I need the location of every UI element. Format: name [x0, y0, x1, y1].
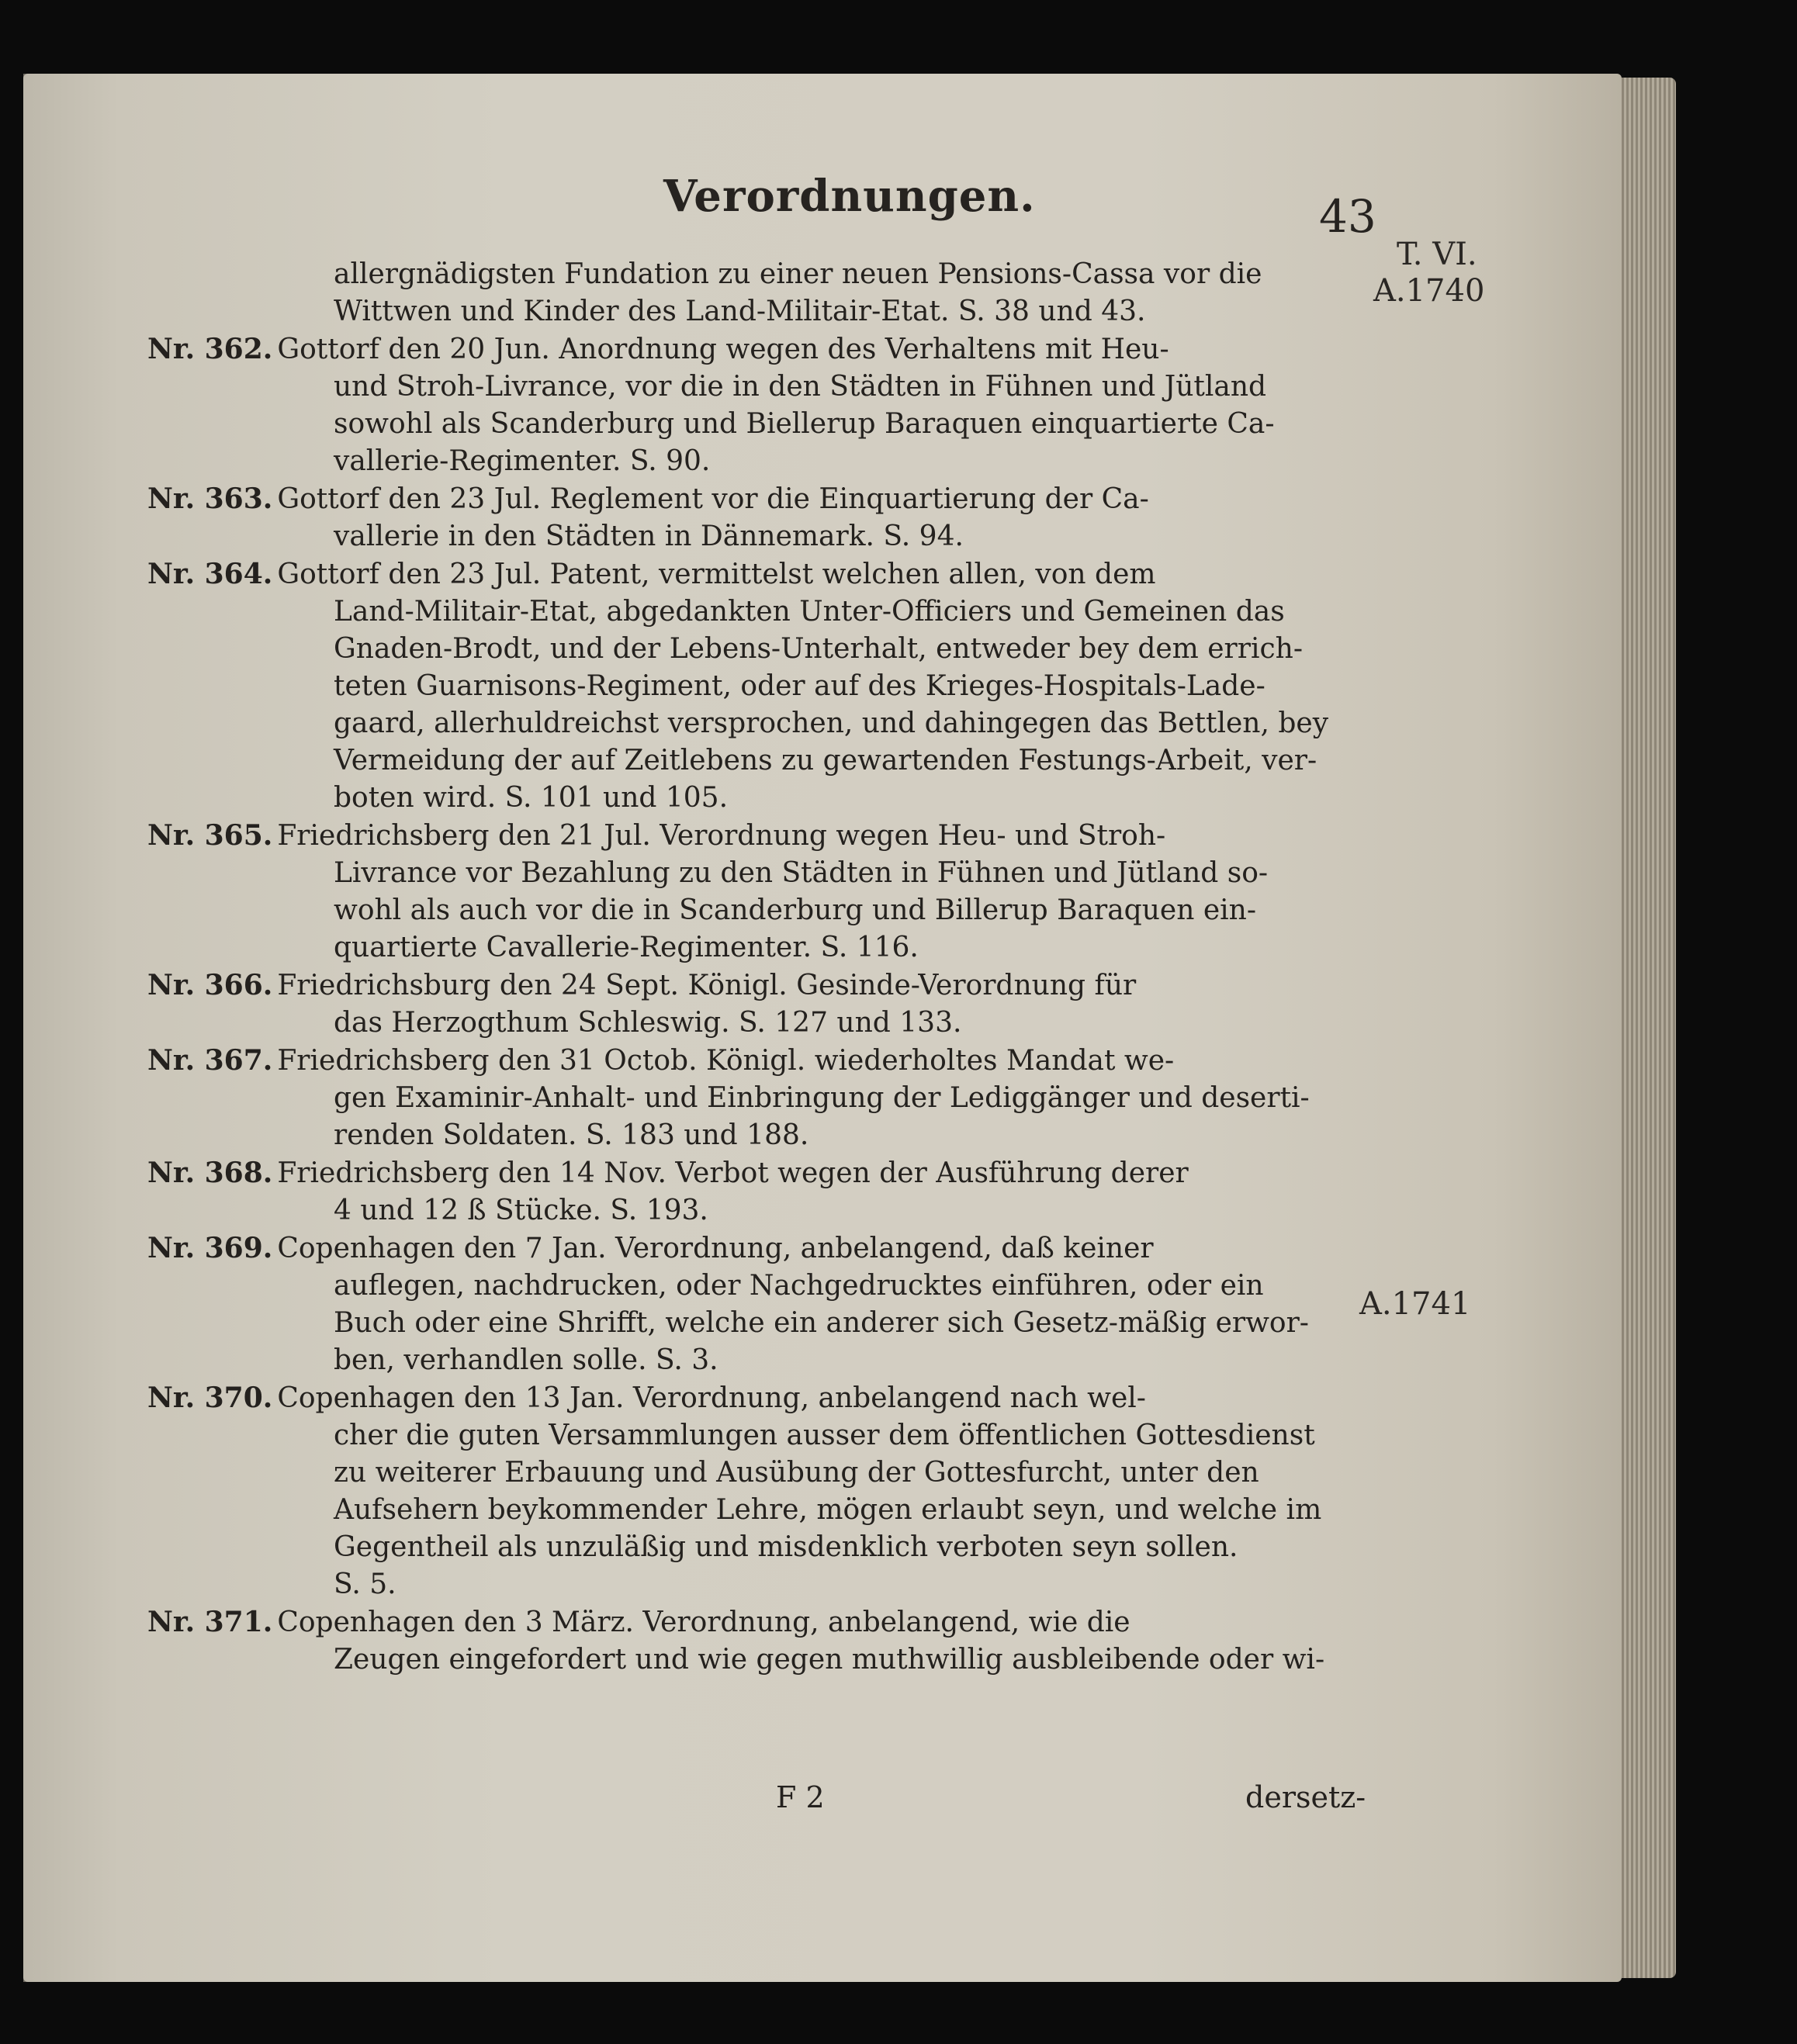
running-header: Verordnungen.: [663, 171, 1036, 222]
entry-line: [241, 1005, 1366, 1042]
entry-line: [241, 1529, 1366, 1566]
entry-first-line: [147, 1154, 1366, 1192]
entry-line: [241, 368, 1366, 406]
entry-line: [241, 443, 1366, 480]
entry-text: quartierte Cavallerie-Regimenter. S. 116.: [334, 932, 919, 963]
entry-text: teten Guarnisons-Regiment, oder auf des Krieges-Hospitals-Lade-: [334, 670, 1266, 702]
entry-line: [241, 1192, 1366, 1230]
entry-text: Gottorf den 20 Jun. Anordnung wegen des Verhaltens mit Heu-: [277, 334, 1169, 365]
entry-first-line: [147, 480, 1366, 518]
entry-line: [241, 631, 1366, 668]
entry-line: [241, 705, 1366, 742]
entry-line: [241, 1342, 1366, 1379]
entry-line: [241, 256, 1366, 293]
entry-text: cher die guten Versammlungen ausser dem öffentlichen Gottesdienst: [334, 1420, 1315, 1451]
entry-text: wohl als auch vor die in Scanderburg und Billerup Baraquen ein-: [334, 894, 1257, 926]
entry-first-line: [147, 1042, 1366, 1080]
entry-text: 4 und 12 ß Stücke. S. 193.: [334, 1195, 708, 1226]
entry-number: Nr. 364.: [147, 558, 273, 590]
entry-number: Nr. 367.: [147, 1044, 273, 1077]
entry-first-line: [147, 1230, 1366, 1268]
entry-text: Copenhagen den 13 Jan. Verordnung, anbelangend nach wel-: [277, 1382, 1146, 1414]
entry-text: Zeugen eingefordert und wie gegen muthwillig ausbleibende oder wi-: [334, 1644, 1325, 1676]
entry-text: Land-Militair-Etat, abgedankten Unter-Officiers und Gemeinen das: [334, 596, 1285, 628]
entry-text: boten wird. S. 101 und 105.: [334, 782, 729, 814]
entry-line: [241, 1454, 1366, 1492]
entry-line: [241, 1080, 1366, 1117]
entry-line: [241, 518, 1366, 555]
entry-number: Nr. 362.: [147, 333, 273, 365]
entry-first-line: [147, 817, 1366, 855]
entry-line: [241, 593, 1366, 631]
margin-note-tvi: T. VI.: [1397, 237, 1477, 272]
entry-text: vallerie-Regimenter. S. 90.: [334, 445, 711, 477]
entry-text: Friedrichsberg den 14 Nov. Verbot wegen der Ausführung derer: [277, 1157, 1189, 1189]
entry-line: [241, 1117, 1366, 1154]
entry-text: sowohl als Scanderburg und Biellerup Baraquen einquartierte Ca-: [334, 408, 1275, 440]
entry-first-line: [147, 1379, 1366, 1417]
entry-text: das Herzogthum Schleswig. S. 127 und 133.: [334, 1007, 962, 1039]
entry-line: [241, 892, 1366, 929]
entry-text: Vermeidung der auf Zeitlebens zu gewartenden Festungs-Arbeit, ver-: [334, 745, 1317, 776]
signature-mark: F 2: [776, 1780, 825, 1814]
entry-number: Nr. 365.: [147, 819, 273, 852]
entry-line: [241, 1641, 1366, 1679]
entry-first-line: [147, 967, 1366, 1005]
entry-line: [241, 929, 1366, 967]
entry-text: Gegentheil als unzuläßig und misdenklich verboten seyn sollen.: [334, 1531, 1238, 1563]
body-text: [147, 256, 1366, 1679]
page-stack-edge: [1622, 78, 1676, 1978]
entry-text: und Stroh-Livrance, vor die in den Städten in Fühnen und Jütland: [334, 371, 1267, 403]
entry-first-line: [147, 1603, 1366, 1641]
entry-text: Friedrichsberg den 21 Jul. Verordnung wegen Heu- und Stroh-: [277, 820, 1166, 852]
entry-number: Nr. 369.: [147, 1232, 273, 1264]
entry-text: gaard, allerhuldreichst versprochen, und dahingegen das Bettlen, bey: [334, 707, 1329, 739]
entry-text: Friedrichsburg den 24 Sept. Königl. Gesinde-Verordnung für: [277, 970, 1137, 1001]
entry-line: [241, 1566, 1366, 1603]
entry-text: Wittwen und Kinder des Land-Militair-Etat. S. 38 und 43.: [334, 296, 1146, 327]
entry-text: ben, verhandlen solle. S. 3.: [334, 1344, 718, 1376]
entry-number: Nr. 368.: [147, 1157, 273, 1189]
entry-line: [241, 742, 1366, 780]
entry-line: [241, 406, 1366, 443]
entry-text: Buch oder eine Shrifft, welche ein anderer sich Gesetz-mäßig erwor-: [334, 1307, 1309, 1339]
entry-number: Nr. 363.: [147, 482, 273, 515]
entry-text: Aufsehern beykommender Lehre, mögen erlaubt seyn, und welche im: [334, 1494, 1322, 1526]
entry-number: Nr. 366.: [147, 969, 273, 1001]
entry-text: allergnädigsten Fundation zu einer neuen Pensions-Cassa vor die: [334, 258, 1262, 290]
entry-text: S. 5.: [334, 1568, 396, 1600]
entry-text: Copenhagen den 3 März. Verordnung, anbelangend, wie die: [277, 1606, 1130, 1638]
entry-text: Copenhagen den 7 Jan. Verordnung, anbelangend, daß keiner: [277, 1233, 1154, 1264]
margin-note-year-1740: A.1740: [1373, 273, 1485, 309]
entry-text: renden Soldaten. S. 183 und 188.: [334, 1119, 809, 1151]
entry-first-line: [147, 555, 1366, 593]
entry-text: zu weiterer Erbauung und Ausübung der Gottesfurcht, unter den: [334, 1457, 1259, 1489]
entry-line: [241, 1492, 1366, 1529]
entry-line: [241, 668, 1366, 705]
entry-line: [241, 293, 1366, 330]
entry-number: Nr. 371.: [147, 1606, 273, 1638]
entry-text: gen Examinir-Anhalt- und Einbringung der Lediggänger und deserti-: [334, 1082, 1310, 1114]
entry-line: [241, 855, 1366, 892]
entry-line: [241, 1305, 1366, 1342]
entry-number: Nr. 370.: [147, 1382, 273, 1414]
page-number: 43: [1319, 190, 1376, 243]
entry-text: auflegen, nachdrucken, oder Nachgedrucktes einführen, oder ein: [334, 1270, 1264, 1302]
margin-note-year-1741: A.1741: [1359, 1286, 1471, 1322]
entry-line: [241, 1417, 1366, 1454]
entry-line: [241, 780, 1366, 817]
entry-text: Livrance vor Bezahlung zu den Städten in Fühnen und Jütland so-: [334, 857, 1269, 889]
entry-text: Friedrichsberg den 31 Octob. Königl. wiederholtes Mandat we-: [277, 1045, 1175, 1077]
entry-text: Gottorf den 23 Jul. Patent, vermittelst welchen allen, von dem: [277, 559, 1156, 590]
entry-first-line: [147, 330, 1366, 368]
entry-line: [241, 1268, 1366, 1305]
entry-text: Gnaden-Brodt, und der Lebens-Unterhalt, entweder bey dem errich-: [334, 633, 1303, 665]
catchword: dersetz-: [1245, 1780, 1366, 1814]
entry-text: vallerie in den Städten in Dännemark. S. 94.: [334, 521, 964, 552]
entry-text: Gottorf den 23 Jul. Reglement vor die Einquartierung der Ca-: [277, 483, 1149, 515]
